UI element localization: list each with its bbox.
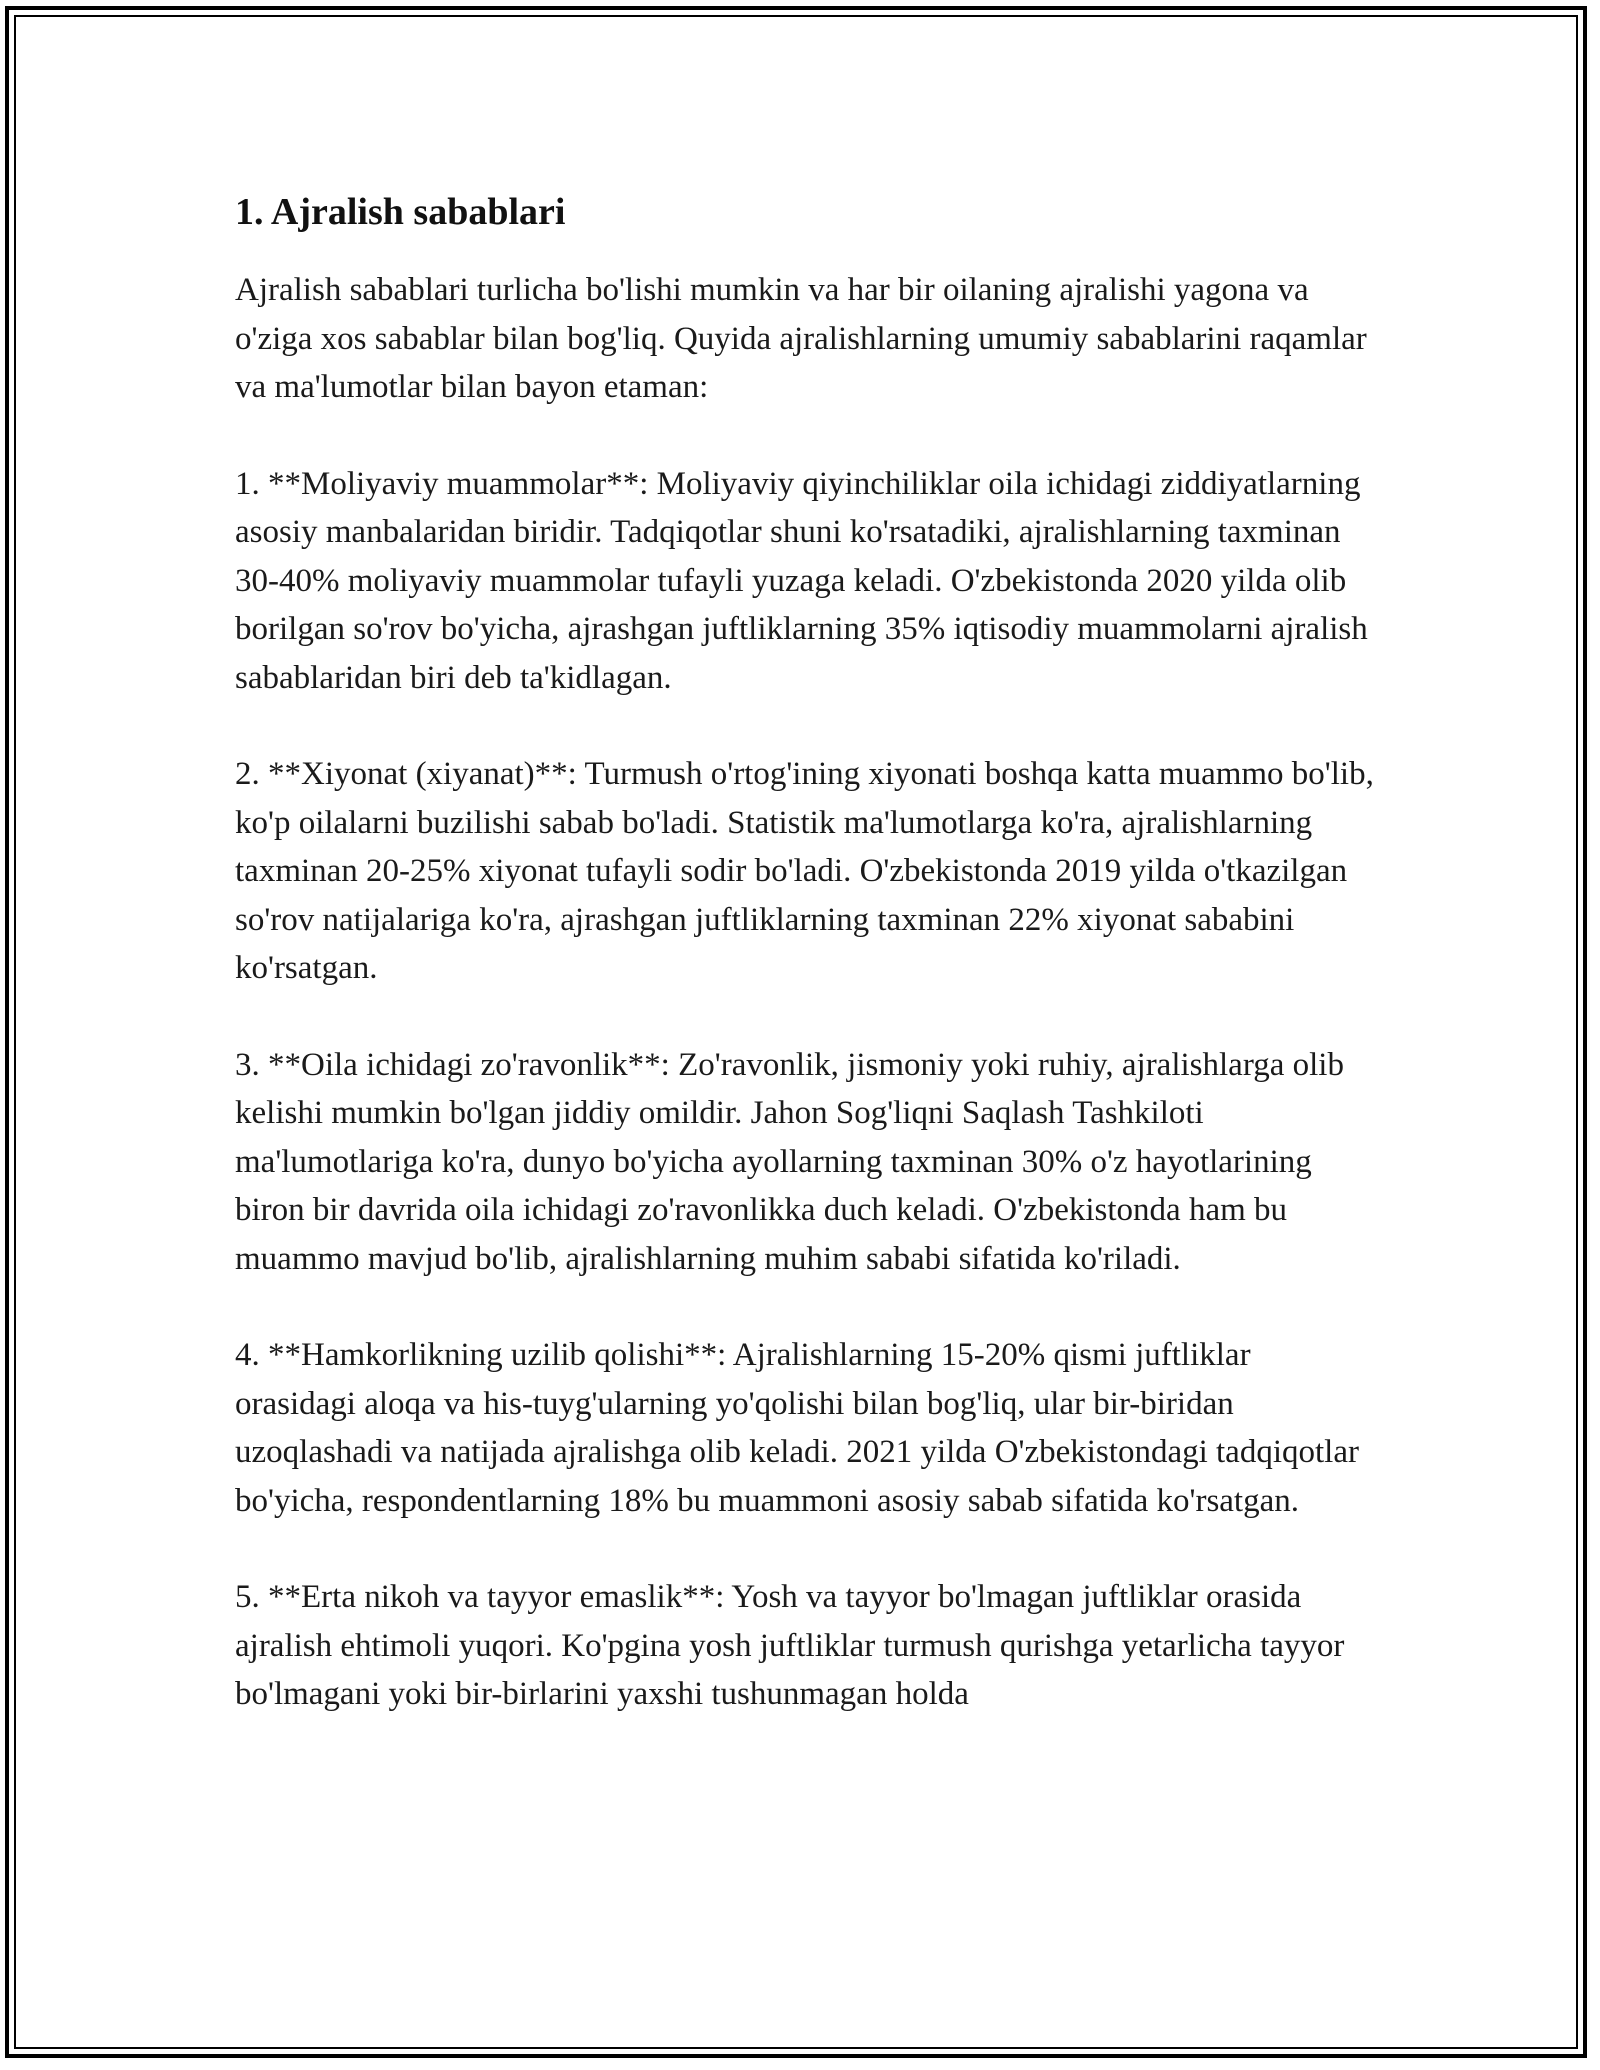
list-item-partnership-breakdown: 4. **Hamkorlikning uzilib qolishi**: Ajralishlarning 15-20% qismi juftliklar orasidagi aloqa va his-tuyg'ularning yo'qolishi bilan bog'liq, ular bir-biridan uzoqlashadi va natijada ajralishga olib keladi. 2021 yilda O'zbekistondagi tadqiqotlar bo'yicha, respondentlarning 18% bu muammoni asosiy sabab sifatida ko'rsatgan. [235,1337,1359,1519]
document-body [235,184,1375,1719]
intro-paragraph: Ajralish sabablari turlicha bo'lishi mumkin va har bir oilaning ajralishi yagona va o'ziga xos sabablar bilan bog'liq. Quyida ajralishlarning umumiy sabablarini raqamlar va ma'lumotlar bilan bayon etaman: [235,272,1367,405]
list-item-domestic-violence: 3. **Oila ichidagi zo'ravonlik**: Zo'ravonlik, jismoniy yoki ruhiy, ajralishlarga olib kelishi mumkin bo'lgan jiddiy omildir. Jahon Sog'liqni Saqlash Tashkiloti ma'lumotlariga ko'ra, dunyo bo'yicha ayollarning taxminan 30% o'z hayotlarining biron bir davrida oila ichidagi zo'ravonlikka duch keladi. O'zbekistonda ham bu muammo mavjud bo'lib, ajralishlarning muhim sababi sifatida ko'riladi. [235,1046,1344,1277]
list-item-financial-problems: 1. **Moliyaviy muammolar**: Moliyaviy qiyinchiliklar oila ichidagi ziddiyatlarning asosiy manbalaridan biridir. Tadqiqotlar shuni ko'rsatadiki, ajralishlarning taxminan 30-40% moliyaviy muammolar tufayli yuzaga keladi. O'zbekistonda 2020 yilda olib borilgan so'rov bo'yicha, ajrashgan juftliklarning 35% iqtisodiy muammolarni ajralish sabablaridan biri deb ta'kidlagan. [235,465,1368,696]
list-item-infidelity: 2. **Xiyonat (xiyanat)**: Turmush o'rtog'ining xiyonati boshqa katta muammo bo'lib, ko'p oilalarni buzilishi sabab bo'ladi. Statistik ma'lumotlarga ko'ra, ajralishlarning taxminan 20-25% xiyonat tufayli sodir bo'ladi. O'zbekistonda 2019 yilda o'tkazilgan so'rov natijalariga ko'ra, ajrashgan juftliklarning taxminan 22% xiyonat sababini ko'rsatgan. [235,756,1374,986]
section-heading: 1. Ajralish sabablari [235,191,566,233]
list-item-early-marriage: 5. **Erta nikoh va tayyor emaslik**: Yosh va tayyor bo'lmagan juftliklar orasida ajralish ehtimoli yuqori. Ko'pgina yosh juftliklar turmush qurishga yetarlicha tayyor bo'lmagani yoki bir-birlarini yaxshi tushunmagan holda [235,1579,1345,1712]
